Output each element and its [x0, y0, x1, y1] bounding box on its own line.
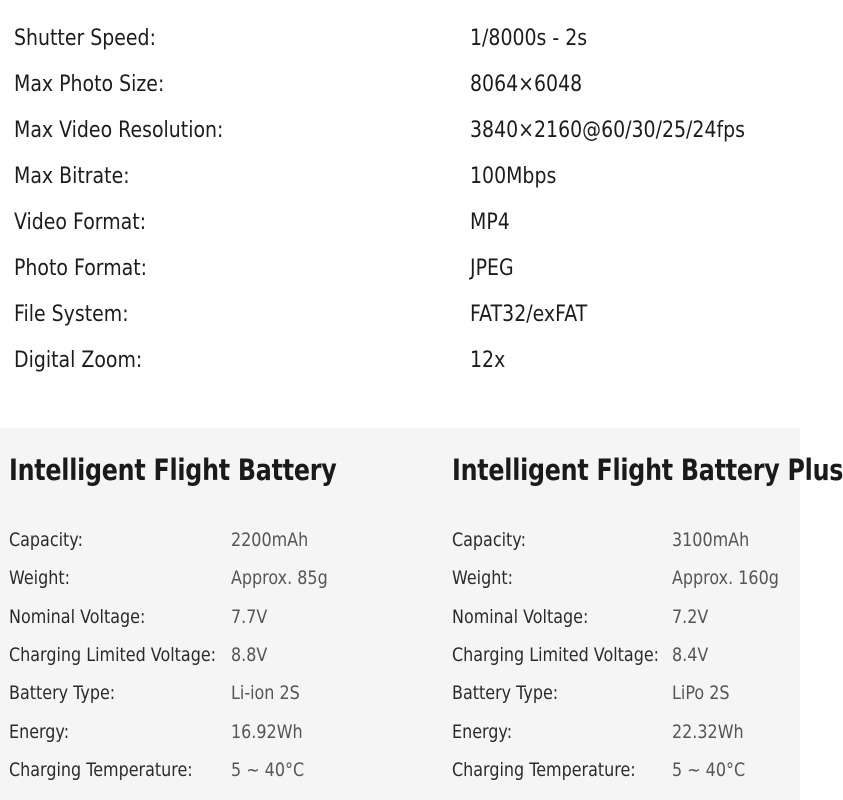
spec-label: Digital Zoom: [14, 348, 143, 373]
battery-plus-label: Energy: [452, 721, 513, 743]
spec-row-video-format [0, 208, 800, 254]
battery-plus-title: Intelligent Flight Battery Plus [452, 453, 843, 487]
spec-label: Video Format: [14, 210, 147, 235]
battery-plus-value: 7.2V [672, 606, 709, 628]
battery-title: Intelligent Flight Battery [9, 453, 337, 487]
battery-plus-label: Weight: [452, 567, 513, 589]
spec-value: MP4 [470, 210, 510, 235]
battery-plus-row-weight [443, 565, 843, 599]
spec-label: File System: [14, 302, 129, 327]
battery-plus-value: 22.32Wh [672, 721, 744, 743]
battery-plus-label: Charging Limited Voltage: [452, 644, 660, 666]
battery-row-weight [0, 565, 400, 599]
spec-label: Max Bitrate: [14, 164, 130, 189]
battery-row-battery-type [0, 680, 400, 714]
battery-value: 5 ~ 40°C [231, 759, 305, 781]
spec-label: Shutter Speed: [14, 26, 156, 51]
battery-plus-row-battery-type [443, 680, 843, 714]
battery-plus-label: Capacity: [452, 529, 526, 551]
battery-value: 2200mAh [231, 529, 309, 551]
spec-row-max-photo-size [0, 70, 800, 116]
spec-label: Max Photo Size: [14, 72, 165, 97]
battery-label: Energy: [9, 721, 70, 743]
spec-label: Photo Format: [14, 256, 148, 281]
battery-plus-label: Nominal Voltage: [452, 606, 589, 628]
spec-row-photo-format [0, 254, 800, 300]
battery-row-charging-limited-voltage [0, 642, 400, 676]
battery-row-capacity [0, 527, 400, 561]
battery-plus-value: 5 ~ 40°C [672, 759, 746, 781]
battery-value: 8.8V [231, 644, 268, 666]
battery-label: Charging Temperature: [9, 759, 193, 781]
battery-row-charging-temperature [0, 757, 400, 791]
battery-label: Charging Limited Voltage: [9, 644, 217, 666]
spec-value: 3840×2160@60/30/25/24fps [470, 118, 746, 143]
battery-label: Capacity: [9, 529, 83, 551]
battery-plus-label: Charging Temperature: [452, 759, 636, 781]
battery-label: Nominal Voltage: [9, 606, 146, 628]
battery-plus-value: 3100mAh [672, 529, 750, 551]
battery-specs-section [0, 428, 843, 800]
spec-value: 100Mbps [470, 164, 557, 189]
battery-label: Weight: [9, 567, 70, 589]
battery-row-energy [0, 719, 400, 753]
battery-column [0, 428, 400, 800]
battery-plus-row-charging-temperature [443, 757, 843, 791]
spec-value: 8064×6048 [470, 72, 583, 97]
battery-plus-column [443, 428, 843, 800]
battery-plus-row-charging-limited-voltage [443, 642, 843, 676]
battery-label: Battery Type: [9, 682, 116, 704]
battery-value: 7.7V [231, 606, 268, 628]
battery-plus-label: Battery Type: [452, 682, 559, 704]
camera-specs-section [0, 0, 800, 420]
spec-row-max-video-resolution [0, 116, 800, 162]
battery-plus-row-nominal-voltage [443, 604, 843, 638]
spec-value: FAT32/exFAT [470, 302, 588, 327]
battery-plus-value: Approx. 160g [672, 567, 779, 589]
spec-value: 12x [470, 348, 506, 373]
spec-label: Max Video Resolution: [14, 118, 224, 143]
battery-value: Approx. 85g [231, 567, 328, 589]
battery-plus-value: 8.4V [672, 644, 709, 666]
spec-row-max-bitrate [0, 162, 800, 208]
spec-row-digital-zoom [0, 346, 800, 392]
battery-value: 16.92Wh [231, 721, 303, 743]
spec-value: 1/8000s - 2s [470, 26, 588, 51]
spec-row-file-system [0, 300, 800, 346]
battery-row-nominal-voltage [0, 604, 400, 638]
spec-row-shutter-speed [0, 24, 800, 70]
battery-plus-value: LiPo 2S [672, 682, 730, 704]
battery-plus-row-energy [443, 719, 843, 753]
battery-value: Li-ion 2S [231, 682, 300, 704]
battery-plus-row-capacity [443, 527, 843, 561]
spec-value: JPEG [470, 256, 514, 281]
